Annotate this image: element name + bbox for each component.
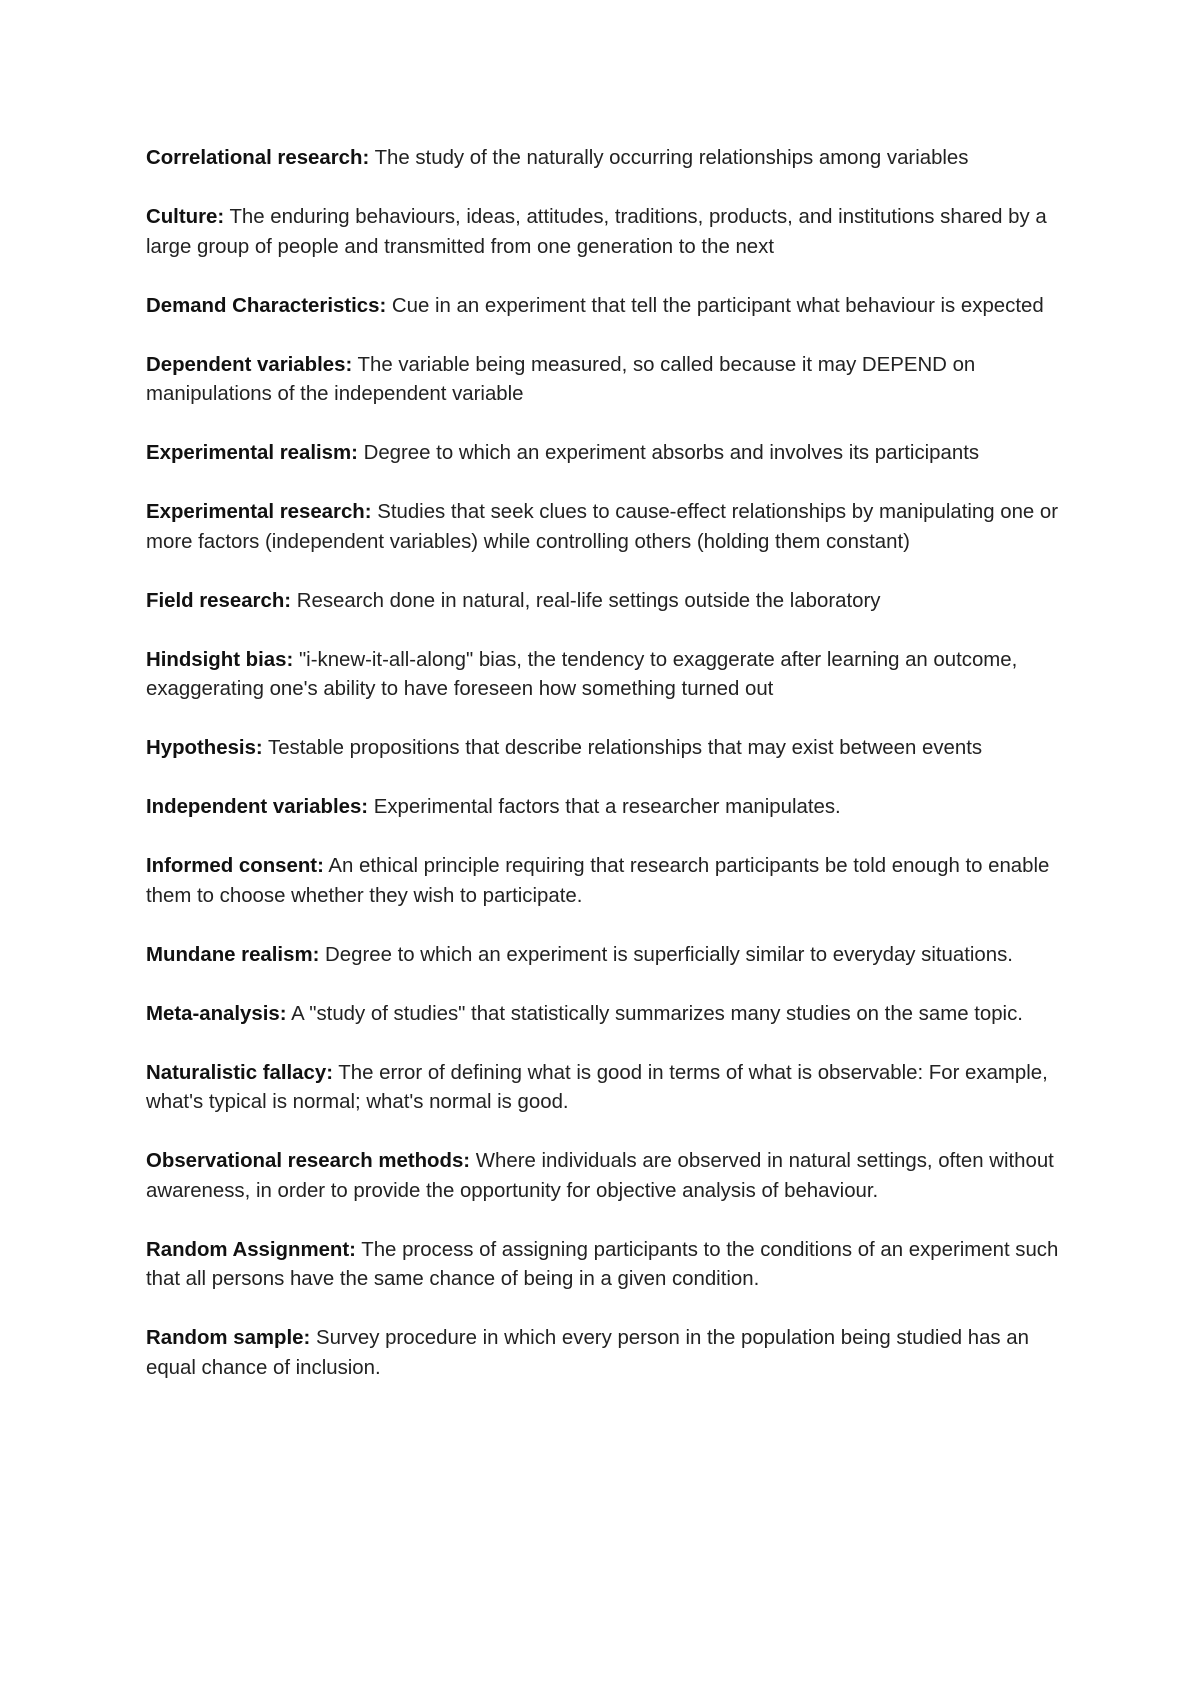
glossary-definition: Studies that seek clues to cause-effect relationships by manipulating one or more factors (independent variables) while controlling others (holding them constant)	[146, 501, 1059, 553]
glossary-entry-random-assignment	[146, 1236, 1076, 1295]
glossary-term: Observational research methods:	[146, 1150, 471, 1172]
glossary-term: Mundane realism:	[146, 943, 320, 966]
glossary-entry-demand-characteristics	[146, 292, 1076, 322]
glossary-term: Demand Characteristics:	[146, 294, 387, 317]
glossary-entry-independent-variables	[146, 793, 1076, 823]
glossary-term: Dependent variables:	[146, 353, 353, 376]
glossary-entry-experimental-research	[146, 498, 1076, 557]
glossary-entry-culture	[146, 203, 1076, 262]
glossary-term: Informed consent:	[146, 855, 324, 877]
glossary-definition: The error of defining what is good in terms of what is observable: For example, what's typical is normal; what's normal is good.	[146, 1061, 1048, 1113]
glossary-term: Correlational research:	[146, 147, 370, 169]
glossary-definition: Degree to which an experiment is superficially similar to everyday situations.	[325, 943, 1013, 966]
glossary-entry-informed-consent	[146, 852, 1076, 911]
glossary-entry-observational-research-methods	[146, 1147, 1076, 1206]
glossary-definition: Where individuals are observed in natural settings, often without awareness, in order to provide the opportunity for objective analysis of behaviour.	[146, 1150, 1054, 1202]
glossary-entry-naturalistic-fallacy	[146, 1059, 1076, 1118]
glossary-entry-mundane-realism	[146, 941, 1076, 971]
glossary-entry-experimental-realism	[146, 439, 1076, 469]
glossary-term: Hypothesis:	[146, 737, 263, 759]
glossary-definition: The process of assigning participants to the conditions of an experiment such that all persons have the same chance of being in a given condition.	[146, 1238, 1059, 1290]
glossary-term: Experimental realism:	[146, 442, 358, 464]
glossary-definition: Survey procedure in which every person in the population being studied has an equal chance of inclusion.	[146, 1327, 1029, 1379]
glossary-definition: An ethical principle requiring that research participants be told enough to enable them to choose whether they wish to participate.	[146, 855, 1050, 907]
glossary-entry-field-research	[146, 587, 1076, 617]
glossary-term: Meta-analysis:	[146, 1002, 287, 1025]
glossary-definition: Testable propositions that describe relationships that may exist between events	[268, 737, 983, 759]
glossary-definition: Degree to which an experiment absorbs and involves its participants	[363, 442, 980, 464]
glossary-term: Field research:	[146, 589, 292, 612]
glossary-term: Random sample:	[146, 1327, 311, 1349]
glossary-definition: The variable being measured, so called because it may DEPEND on manipulations of the independent variable	[146, 353, 976, 405]
glossary-term: Hindsight bias:	[146, 648, 294, 671]
glossary-entry-hindsight-bias	[146, 646, 1076, 705]
glossary-definition: Cue in an experiment that tell the participant what behaviour is expected	[391, 294, 1044, 317]
glossary-term: Experimental research:	[146, 501, 372, 523]
glossary-definition: Research done in natural, real-life settings outside the laboratory	[296, 589, 881, 612]
glossary-term: Culture:	[146, 206, 225, 228]
glossary-definition: "i-knew-it-all-along" bias, the tendency to exaggerate after learning an outcome, exaggerating one's ability to have foreseen how something turned out	[146, 648, 1018, 700]
glossary-list	[146, 144, 1076, 1413]
glossary-entry-random-sample	[146, 1324, 1076, 1383]
glossary-term: Independent variables:	[146, 796, 369, 818]
glossary-definition: The study of the naturally occurring relationships among variables	[374, 147, 969, 169]
glossary-term: Naturalistic fallacy:	[146, 1061, 333, 1084]
glossary-entry-correlational-research	[146, 144, 1076, 174]
glossary-entry-dependent-variables	[146, 351, 1076, 410]
glossary-definition: A "study of studies" that statistically summarizes many studies on the same topic.	[291, 1002, 1023, 1025]
glossary-definition: Experimental factors that a researcher manipulates.	[373, 796, 841, 818]
glossary-entry-meta-analysis	[146, 1000, 1076, 1030]
glossary-definition: The enduring behaviours, ideas, attitudes, traditions, products, and institutions shared by a large group of people and transmitted from one generation to the next	[146, 206, 1047, 258]
glossary-entry-hypothesis	[146, 734, 1076, 764]
glossary-term: Random Assignment:	[146, 1238, 356, 1261]
